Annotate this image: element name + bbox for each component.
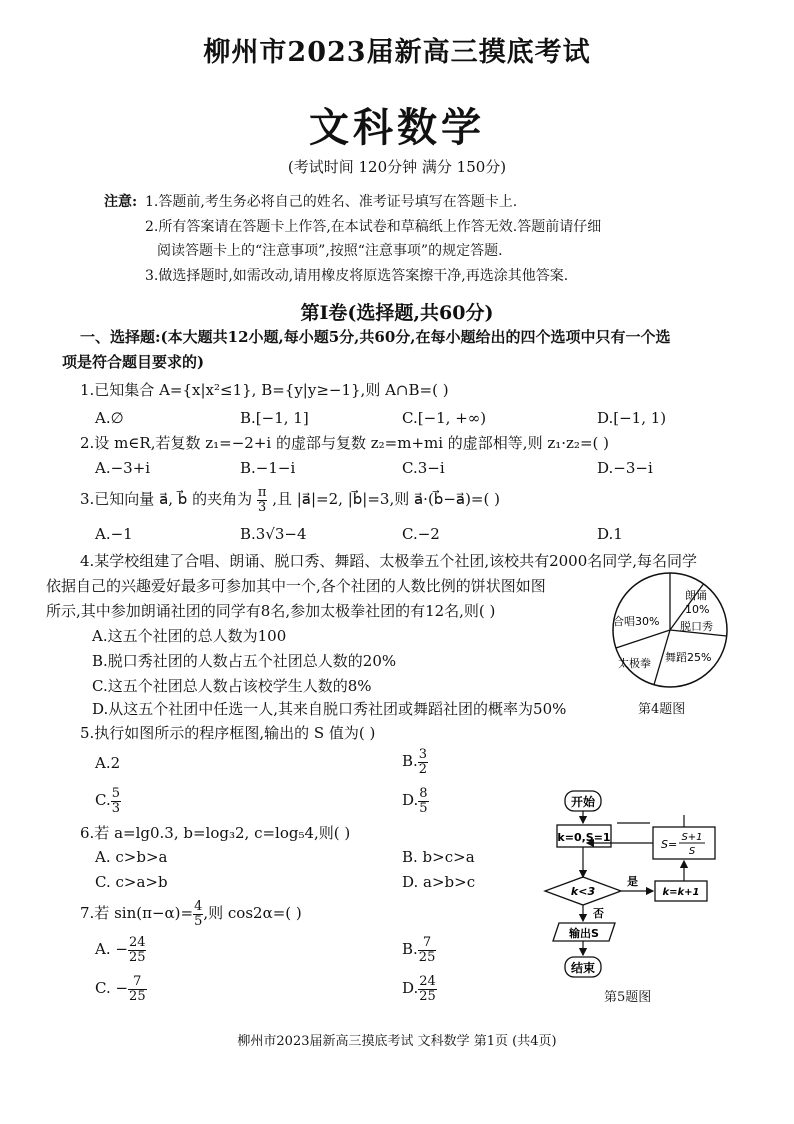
pie-label-wudao: 舞蹈25% — [665, 651, 712, 664]
q2-option-d: D.−3−i — [597, 459, 653, 477]
q6-option-c: C. c>a>b — [95, 873, 168, 891]
q5-stem: 5.执行如图所示的程序框图,输出的 S 值为( ) — [80, 724, 376, 742]
q2-option-a: A.−3+i — [95, 459, 151, 477]
section-instruction-1: 一、选择题:(本大题共12小题,每小题5分,共60分,在每小题给出的四个选项中只有一个选 — [80, 328, 671, 346]
q7-option-a: A. − $\frac{24}{25}$ — [95, 935, 146, 965]
q4-option-d: D.从这五个社团中任选一人,其来自脱口秀社团或舞蹈社团的概率为50% — [92, 700, 567, 718]
q6-stem: 6.若 a=lg0.3, b=log₃2, c=log₅4,则( ) — [80, 824, 351, 842]
q1-stem: 1.已知集合 A={x|x²≤1}, B={y|y≥−1},则 A∩B=( ) — [80, 381, 449, 399]
q3-angle-fraction: $\frac{\pi}{3}$ — [257, 485, 267, 515]
club-pie-chart — [605, 570, 735, 690]
q5-option-a: A.2 — [95, 754, 121, 772]
q3-stem: 3.已知向量 a⃗, b⃗ 的夹角为 $\frac{\pi}{3}$ ,且 |a⃗|=2, |b⃗|=3,则 a⃗·(b⃗−a⃗)=( ) — [80, 485, 500, 515]
q3-option-c: C.−2 — [402, 525, 440, 543]
q1-option-c: C.[−1, +∞) — [402, 409, 487, 427]
q4-line-2: 依据自己的兴趣爱好最多可参加其中一个,各个社团的人数比例的饼状图如图 — [46, 577, 546, 595]
svg-text:k=0,S=1: k=0,S=1 — [557, 831, 611, 844]
q1-option-b: B.[−1, 1] — [240, 409, 309, 427]
section-title: 第Ⅰ卷(选择题,共60分) — [300, 302, 494, 324]
q3-option-d: D.1 — [597, 525, 623, 543]
svg-text:k<3: k<3 — [570, 885, 596, 898]
q3-option-b: B.3√3−4 — [240, 525, 307, 543]
program-flowchart — [535, 785, 750, 985]
q1-option-a: A.∅ — [95, 409, 124, 427]
q4-option-a: A.这五个社团的总人数为100 — [92, 627, 287, 645]
q6-option-a: A. c>b>a — [95, 848, 168, 866]
q6-option-b: B. b>c>a — [402, 848, 475, 866]
q7-option-c: C. − $\frac{7}{25}$ — [95, 974, 146, 1004]
svg-text:k=k+1: k=k+1 — [662, 887, 700, 898]
q6-option-d: D. a>b>c — [402, 873, 476, 891]
pie-label-taijiquan: 太极拳 — [618, 657, 651, 670]
q5-option-b: B. $\frac{3}{2}$ — [402, 747, 428, 777]
q7-stem: 7.若 sin(π−α)= $\frac{4}{5}$ ,则 cos2α=( ) — [80, 899, 302, 929]
exam-info: (考试时间 120分钟 满分 150分) — [287, 158, 507, 176]
q1-option-d: D.[−1, 1) — [597, 409, 667, 427]
page-footer: 柳州市2023届新高三摸底考试 文科数学 第1页 (共4页) — [237, 1034, 557, 1049]
q7-option-b: B. $\frac{7}{25}$ — [402, 935, 436, 965]
svg-text:否: 否 — [593, 907, 604, 920]
exam-title: 柳州市2023届新高三摸底考试 — [203, 37, 591, 68]
figure-5-caption: 第5题图 — [604, 990, 652, 1005]
pie-label-langsong-pct: 10% — [685, 603, 710, 616]
figure-4-caption: 第4题图 — [638, 702, 686, 717]
q2-option-c: C.3−i — [402, 459, 445, 477]
svg-text:是: 是 — [627, 875, 638, 888]
notes-label: 注意: — [104, 194, 138, 210]
q4-line-1: 4.某学校组建了合唱、朗诵、脱口秀、舞蹈、太极拳五个社团,该校共有2000名同学,每名同学 — [80, 552, 698, 570]
note-1: 1.答题前,考生务必将自己的姓名、准考证号填写在答题卡上. — [145, 194, 518, 210]
q5-option-c: C. $\frac{5}{3}$ — [95, 786, 120, 816]
svg-text:S=: S= — [661, 838, 678, 851]
q3-option-a: A.−1 — [95, 525, 133, 543]
pie-label-langsong: 朗诵 — [685, 589, 707, 602]
q4-line-3: 所示,其中参加朗诵社团的同学有8名,参加太极拳社团的有12名,则( ) — [46, 602, 496, 620]
subject-title: 文科数学 — [309, 104, 485, 151]
note-3: 3.做选择题时,如需改动,请用橡皮将原选答案擦干净,再选涂其他答案. — [145, 268, 569, 284]
svg-text:开始: 开始 — [570, 795, 596, 809]
pie-label-hechang: 合唱30% — [613, 615, 660, 628]
note-2a: 2.所有答案请在答题卡上作答,在本试卷和草稿纸上作答无效.答题前请仔细 — [145, 219, 602, 235]
svg-text:结束: 结束 — [570, 961, 596, 975]
pie-label-tuokouxiu: 脱口秀 — [680, 620, 713, 633]
q4-option-c: C.这五个社团总人数占该校学生人数的8% — [92, 677, 372, 695]
section-instruction-2: 项是符合题目要求的) — [62, 353, 205, 371]
q2-option-b: B.−1−i — [240, 459, 296, 477]
svg-text:输出S: 输出S — [569, 927, 599, 940]
svg-text:S+1: S+1 — [681, 832, 703, 843]
svg-text:S: S — [688, 846, 696, 857]
note-2b: 阅读答题卡上的“注意事项”,按照“注意事项”的规定答题. — [157, 243, 503, 259]
q2-stem: 2.设 m∈R,若复数 z₁=−2+i 的虚部与复数 z₂=m+mi 的虚部相等,则 z₁·z₂=( ) — [80, 434, 609, 452]
q5-option-d: D. $\frac{8}{5}$ — [402, 786, 428, 816]
q4-option-b: B.脱口秀社团的人数占五个社团总人数的20% — [92, 652, 397, 670]
q7-option-d: D. $\frac{24}{25}$ — [402, 974, 436, 1004]
